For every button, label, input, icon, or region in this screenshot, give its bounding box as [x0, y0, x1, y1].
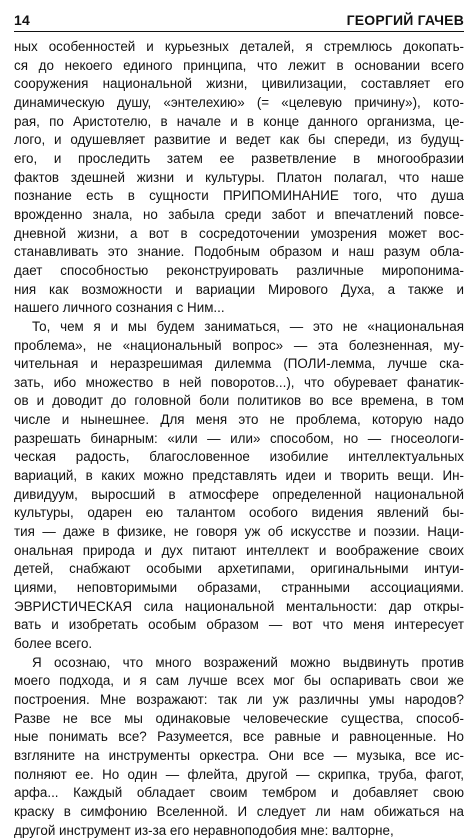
text-line: лого, и одушевляет развитие и ведет как бы спереди, из будущ- — [14, 132, 464, 148]
body-text — [14, 38, 464, 840]
text-line: числе и нынешнее. Для меня это не проблема, которую надо — [14, 412, 464, 428]
text-line: ЭВРИСТИЧЕСКАЯ сила национальной ментальности: дар откры- — [14, 598, 464, 614]
running-header — [14, 6, 464, 32]
text-line: сооружения национальной жизни, цивилизации, составляет его — [14, 76, 464, 92]
paragraph — [14, 38, 464, 318]
text-line: вариаций, в каких можно представлять идеи и творить вещи. Ин- — [14, 468, 464, 484]
text-line: полняют ее. Но один — флейта, другой — скрипка, труба, фагот, — [14, 766, 464, 782]
text-line: ональная природа и дух питают интеллект и воображение своих — [14, 542, 464, 558]
text-line: краску в симфонию Вселенной. И следует ли нам обижаться на — [14, 803, 464, 819]
text-line: чительная и неразрешимая дилемма (ПОЛИ-лемма, лучше ска- — [14, 356, 464, 372]
text-line: Я осознаю, что много возражений можно выдвинуть против — [32, 654, 464, 670]
text-line: арфа... Каждый обладает своим тембром и добавляет свою — [14, 785, 464, 801]
text-line: культуры, одарен ею талантом особого видения явлений бы- — [14, 505, 464, 521]
text-line: более всего. — [14, 636, 93, 651]
text-line: детей, снабжают особыми архетипами, оригинальными интуи- — [14, 561, 464, 577]
paragraph — [14, 318, 464, 654]
text-line: взгляните на инструменты оркестра. Они все — музыка, все ис- — [14, 747, 464, 763]
text-line: ческая радость, благословенное изобилие интеллектуальных — [14, 449, 464, 465]
text-line: дивидуум, выросший в атмосфере определенной национальной — [14, 486, 464, 502]
text-line: познание есть в сущности ПРИПОМИНАНИЕ того, что душа — [14, 188, 464, 204]
text-line: моего подхода, и я сам лучше всех мог бы оспаривать свои же — [14, 673, 464, 689]
text-line: нашего личного сознания с Ним... — [14, 300, 225, 316]
text-line: зать, ибо множество в ней поворотов...), что обуревает фанатик- — [14, 374, 464, 390]
text-line: дневной жизни, а вот в сосредоточении умозрения может вос- — [14, 225, 464, 241]
text-line: ные понимать все? Разумеется, все равные и равноценные. Но — [14, 729, 464, 745]
text-line: фактов здешней жизни и культуры. Платон полагал, что наше — [14, 169, 464, 185]
running-title: ГЕОРГИЙ ГАЧЕВ — [346, 12, 464, 28]
text-line: ных особенностей и курьезных деталей, я стремлюсь докопать- — [14, 39, 464, 54]
text-line: ния как возможности и вариации Мирового Духа, а также и — [14, 281, 464, 297]
text-line: циями, неповторимыми образами, странными ассоциациями. — [14, 580, 464, 596]
text-line: рая, по Аристотелю, в начале и в конце данного организма, це- — [14, 113, 464, 129]
text-line: другой инструмент из-за его неравноподобия мне: валторне, — [14, 822, 394, 838]
text-line: То, чем я и мы будем заниматься, — это не «национальная — [32, 318, 464, 334]
text-line: станавливать это знание. Подобным образом и наш разум обла- — [14, 244, 464, 260]
text-line: проблема», не «национальный вопрос» — эта болезненная, му- — [14, 337, 464, 353]
text-line: разрешать бинарным: «или — или» способом, но — гносеологи- — [14, 430, 464, 446]
paragraph — [14, 654, 464, 840]
text-line: врожденно знала, но забыла среди забот и впечатлений повсе- — [14, 206, 464, 222]
text-line: дает способностью реконструировать различные миропонима- — [14, 262, 464, 278]
text-line: ся до некоего единого принципа, что лежит в основании всего — [14, 57, 464, 73]
text-line: динамическую душу, «энтелехию» (= «целевую причину»), кото- — [14, 94, 464, 110]
text-line: Разве не все мы одинаковые человеческие существа, способ- — [14, 710, 464, 726]
text-line: тия — даже в физике, не говоря уж об искусстве и поэзии. Наци- — [14, 524, 464, 540]
text-line: его, и проследить затем ее разветвление в многообразии — [14, 150, 464, 166]
text-line: ов и доводит до головной боли политиков во все времена, в том — [14, 393, 464, 409]
text-line: построения. Мне возражают: так ли уж различны умы народов? — [14, 691, 464, 707]
page-number: 14 — [14, 12, 30, 28]
text-line: вать и изобретать особым образом — вот что меня интересует — [14, 617, 464, 633]
